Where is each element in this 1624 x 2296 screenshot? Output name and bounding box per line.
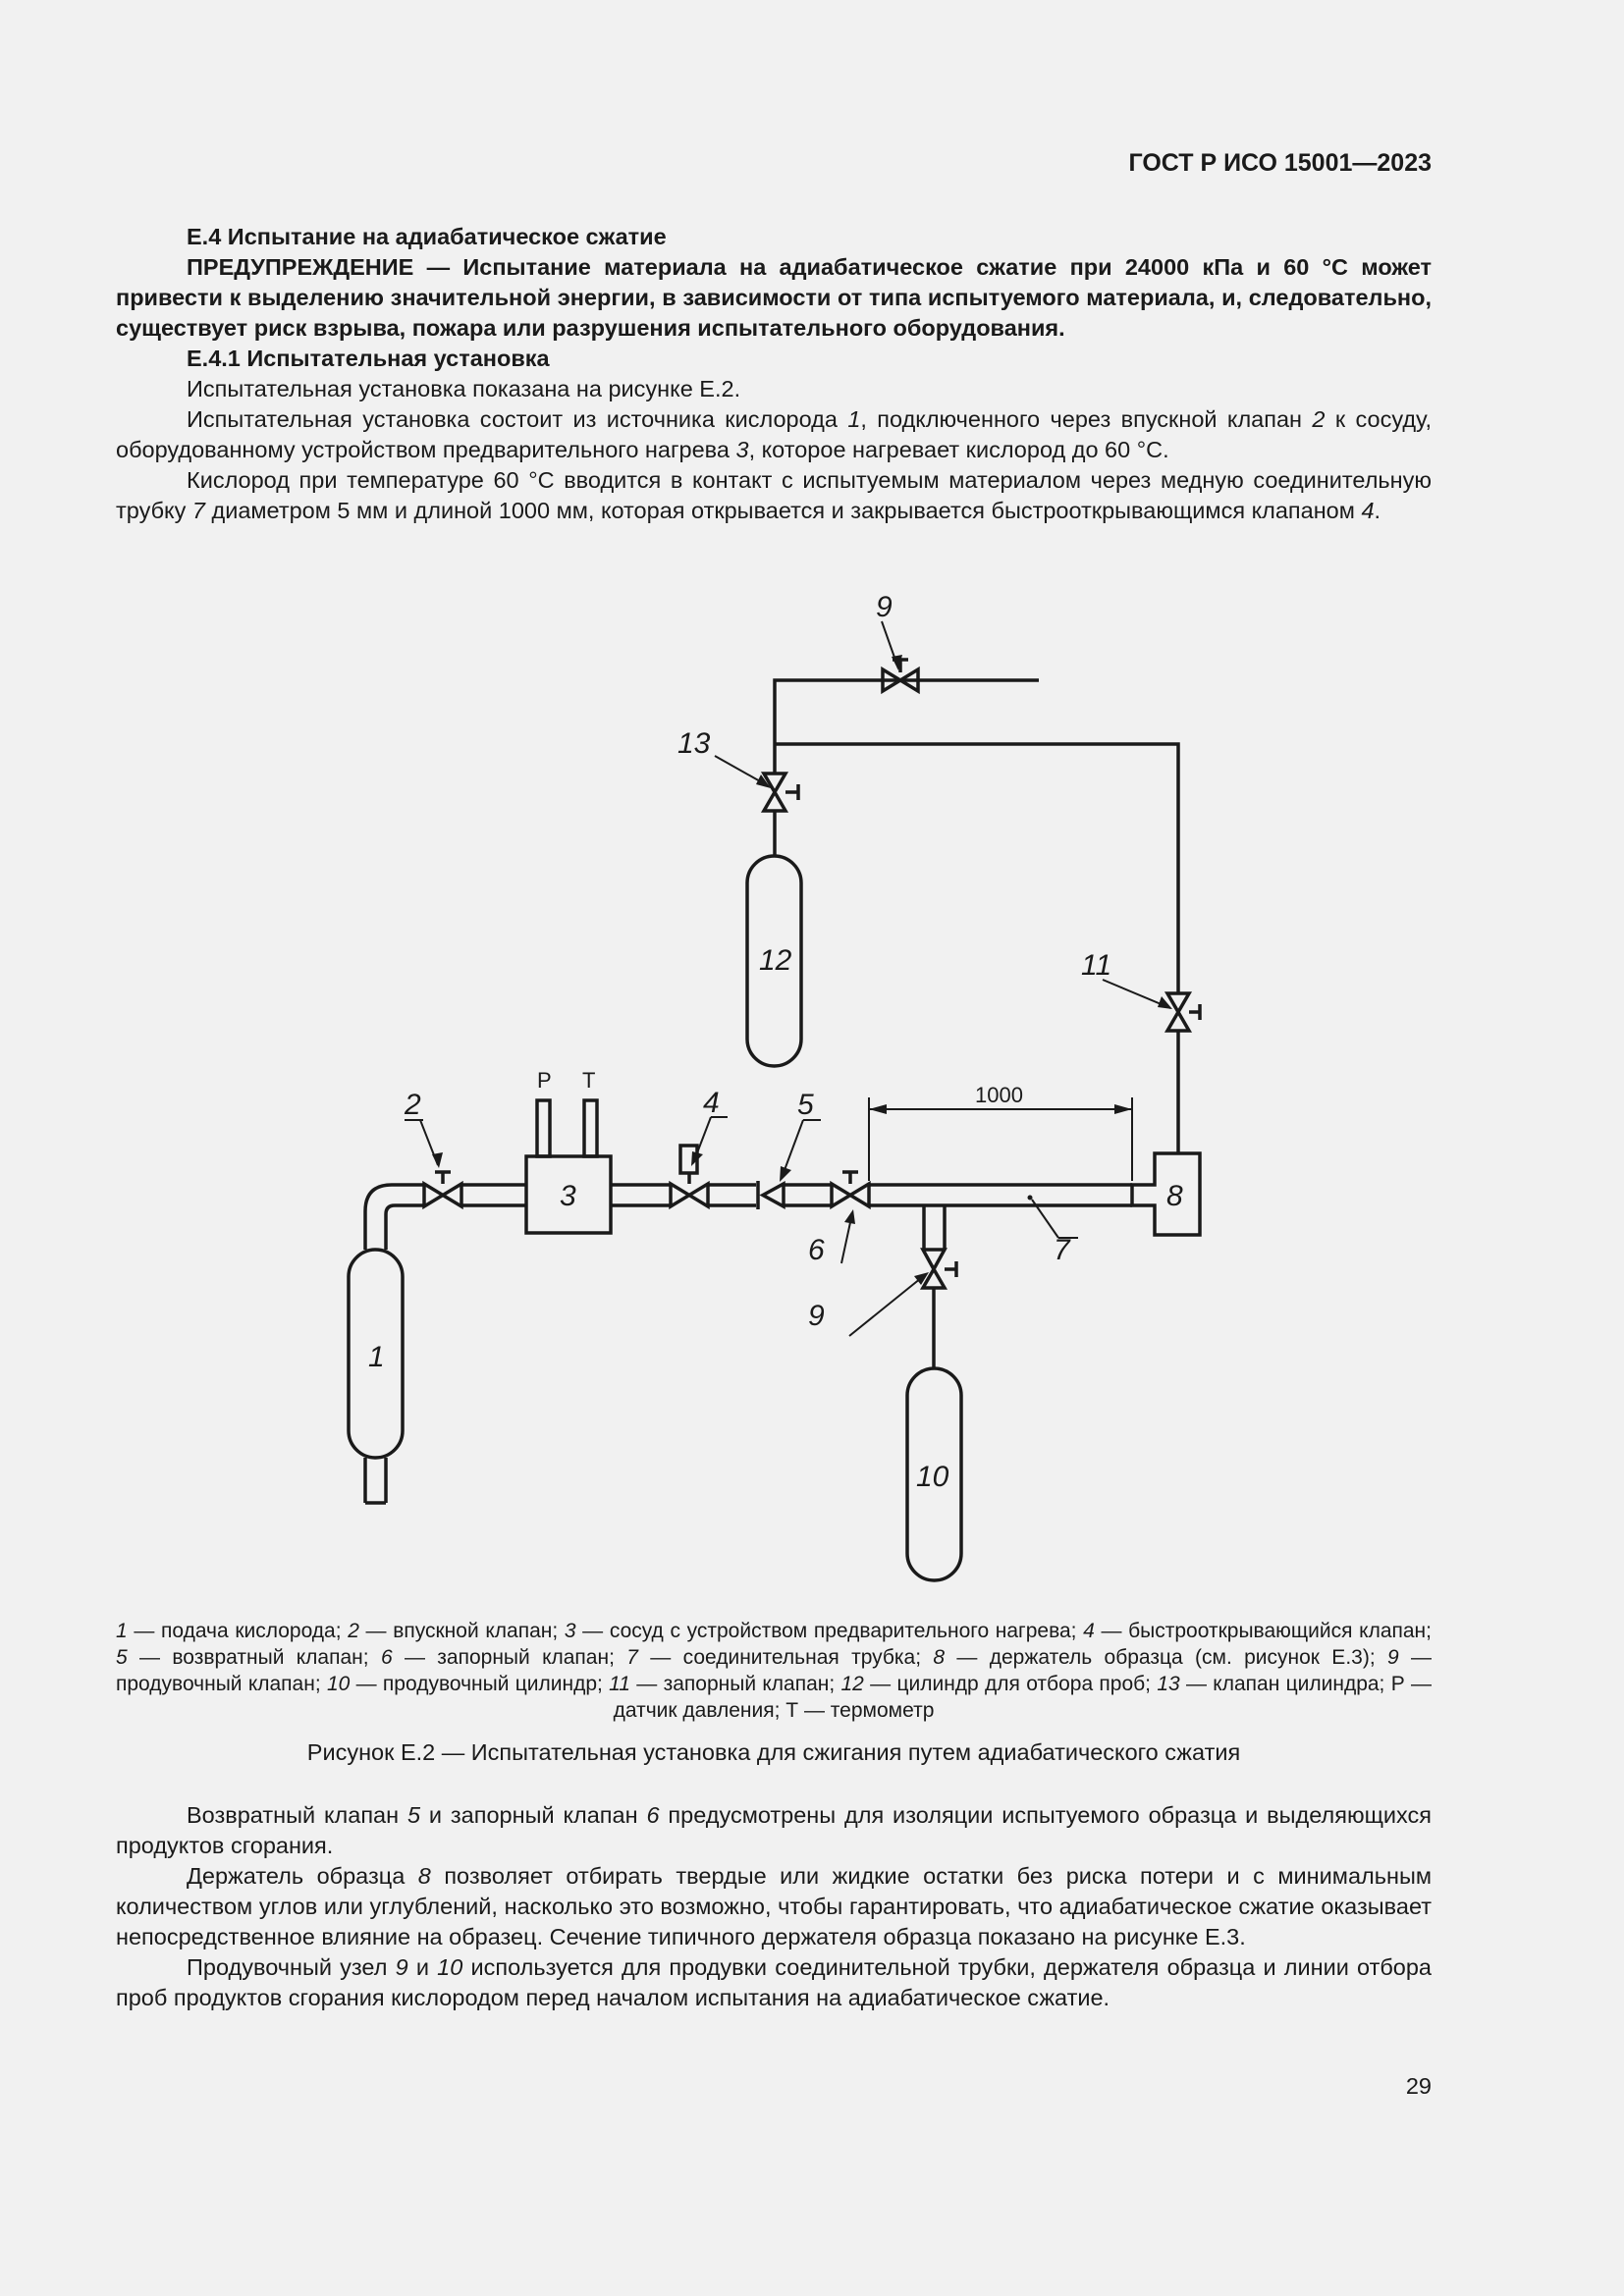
legend-item: Р — датчик давления; Т — термометр <box>613 1673 1432 1722</box>
label-11: 11 <box>1081 949 1112 982</box>
legend-item: 4 — быстрооткрывающийся клапан; <box>1083 1620 1432 1642</box>
check-valve-5 <box>758 1120 832 1209</box>
valve-11 <box>1103 980 1200 1153</box>
legend-item: 12 — цилиндр для отбора проб; <box>840 1673 1158 1695</box>
paragraph: Держатель образца 8 позволяет отбирать твердые или жидкие остатки без риска потери и с минимальным количеством углов или углублений, насколько это возможно, чтобы гарантировать, что адиабатическое сжатие оказывает непосредственное влияние на образец. Сечение типичного держателя образца показано на рисунке Е.3. <box>116 1863 1432 1949</box>
section-e4 <box>116 222 1432 526</box>
legend-item: 11 — запорный клапан; <box>609 1673 841 1695</box>
label-5: 5 <box>797 1089 814 1121</box>
label-9-top: 9 <box>876 591 893 623</box>
label-6: 6 <box>808 1234 825 1266</box>
label-12: 12 <box>759 944 792 977</box>
standard-header: ГОСТ Р ИСО 15001—2023 <box>1128 149 1432 177</box>
paragraph: Возвратный клапан 5 и запорный клапан 6 предусмотрены для изоляции испытуемого образца и выделяющихся продуктов сгорания. <box>116 1802 1432 1858</box>
preheat-vessel-3 <box>526 1100 671 1233</box>
legend-item: 3 — сосуд с устройством предварительного нагрева; <box>564 1620 1084 1642</box>
paragraph: Продувочный узел 9 и 10 используется для продувки соединительной трубки, держателя образца и линии отбора проб продуктов сгорания кислородом перед началом испытания на адиабатическое сжатие. <box>116 1954 1432 2010</box>
label-7: 7 <box>1054 1234 1070 1266</box>
paragraph: Испытательная установка показана на рисунке Е.2. <box>187 376 741 401</box>
label-13: 13 <box>677 727 711 760</box>
supply-cylinder-1 <box>349 1185 424 1503</box>
section-after-figure <box>116 1800 1432 2013</box>
label-2: 2 <box>405 1089 421 1121</box>
page-number: 29 <box>1405 2073 1432 2099</box>
purge-assembly <box>849 1205 961 1580</box>
legend-item: 10 — продувочный цилиндр; <box>326 1673 610 1695</box>
dimension-1000 <box>869 1097 1132 1181</box>
paragraph: Испытательная установка состоит из источника кислорода 1, подключенного через впускной клапан 2 к сосуду, оборудованному устройством предварительного нагрева 3, которое нагревает кислород до 60 °С. <box>116 406 1432 462</box>
fast-valve-4 <box>671 1117 756 1206</box>
legend-item: 8 — держатель образца (см. рисунок Е.3); <box>933 1646 1387 1669</box>
figure-title: Рисунок Е.2 — Испытательная установка для сжигания путем адиабатического сжатия <box>306 1739 1241 1765</box>
legend-item: 1 — подача кислорода; <box>116 1620 349 1642</box>
shutoff-valve-6 <box>832 1172 869 1263</box>
legend-item: 5 — возвратный клапан; <box>116 1646 381 1669</box>
label-4: 4 <box>703 1087 720 1119</box>
warning-paragraph: ПРЕДУПРЕЖДЕНИЕ — Испытание материала на адиабатическое сжатие при 24000 кПа и 60 °С может привести к выделению значительной энергии, в зависимости от типа испытуемого материала, и, следовательно, существует риск взрыва, пожара или разрушения испытательного оборудования. <box>116 254 1432 341</box>
legend-item: 6 — запорный клапан; <box>380 1646 627 1669</box>
legend-item: 2 — впускной клапан; <box>348 1620 565 1642</box>
connecting-tube-7 <box>869 1185 1132 1238</box>
legend-item: 9 — продувочный клапан; <box>116 1646 1433 1695</box>
inlet-valve-2 <box>405 1120 526 1206</box>
legend-item: 13 — клапан цилиндра; <box>1157 1673 1391 1695</box>
label-p: P <box>537 1068 552 1093</box>
label-3: 3 <box>560 1180 576 1212</box>
dimension-label: 1000 <box>975 1083 1023 1107</box>
label-8: 8 <box>1166 1180 1183 1212</box>
label-10: 10 <box>916 1461 949 1493</box>
subsection-heading: Е.4.1 Испытательная установка <box>187 346 550 371</box>
test-rig-diagram <box>0 569 1624 1610</box>
label-9-bottom: 9 <box>808 1300 825 1332</box>
label-t: T <box>582 1068 596 1093</box>
top-vent-line <box>775 621 1178 983</box>
figure-legend <box>116 1618 1432 1724</box>
paragraph: Кислород при температуре 60 °С вводится в контакт с испытуемым материалом через медную соединительную трубку 7 диаметром 5 мм и длиной 1000 мм, которая открывается и закрывается быстрооткрывающимся клапаном 4. <box>116 467 1432 523</box>
cylinder-12-assembly <box>715 744 801 1066</box>
section-heading: Е.4 Испытание на адиабатическое сжатие <box>187 224 667 249</box>
label-1: 1 <box>368 1341 385 1373</box>
figure-e2 <box>0 569 1624 1610</box>
legend-item: 7 — соединительная трубка; <box>626 1646 934 1669</box>
